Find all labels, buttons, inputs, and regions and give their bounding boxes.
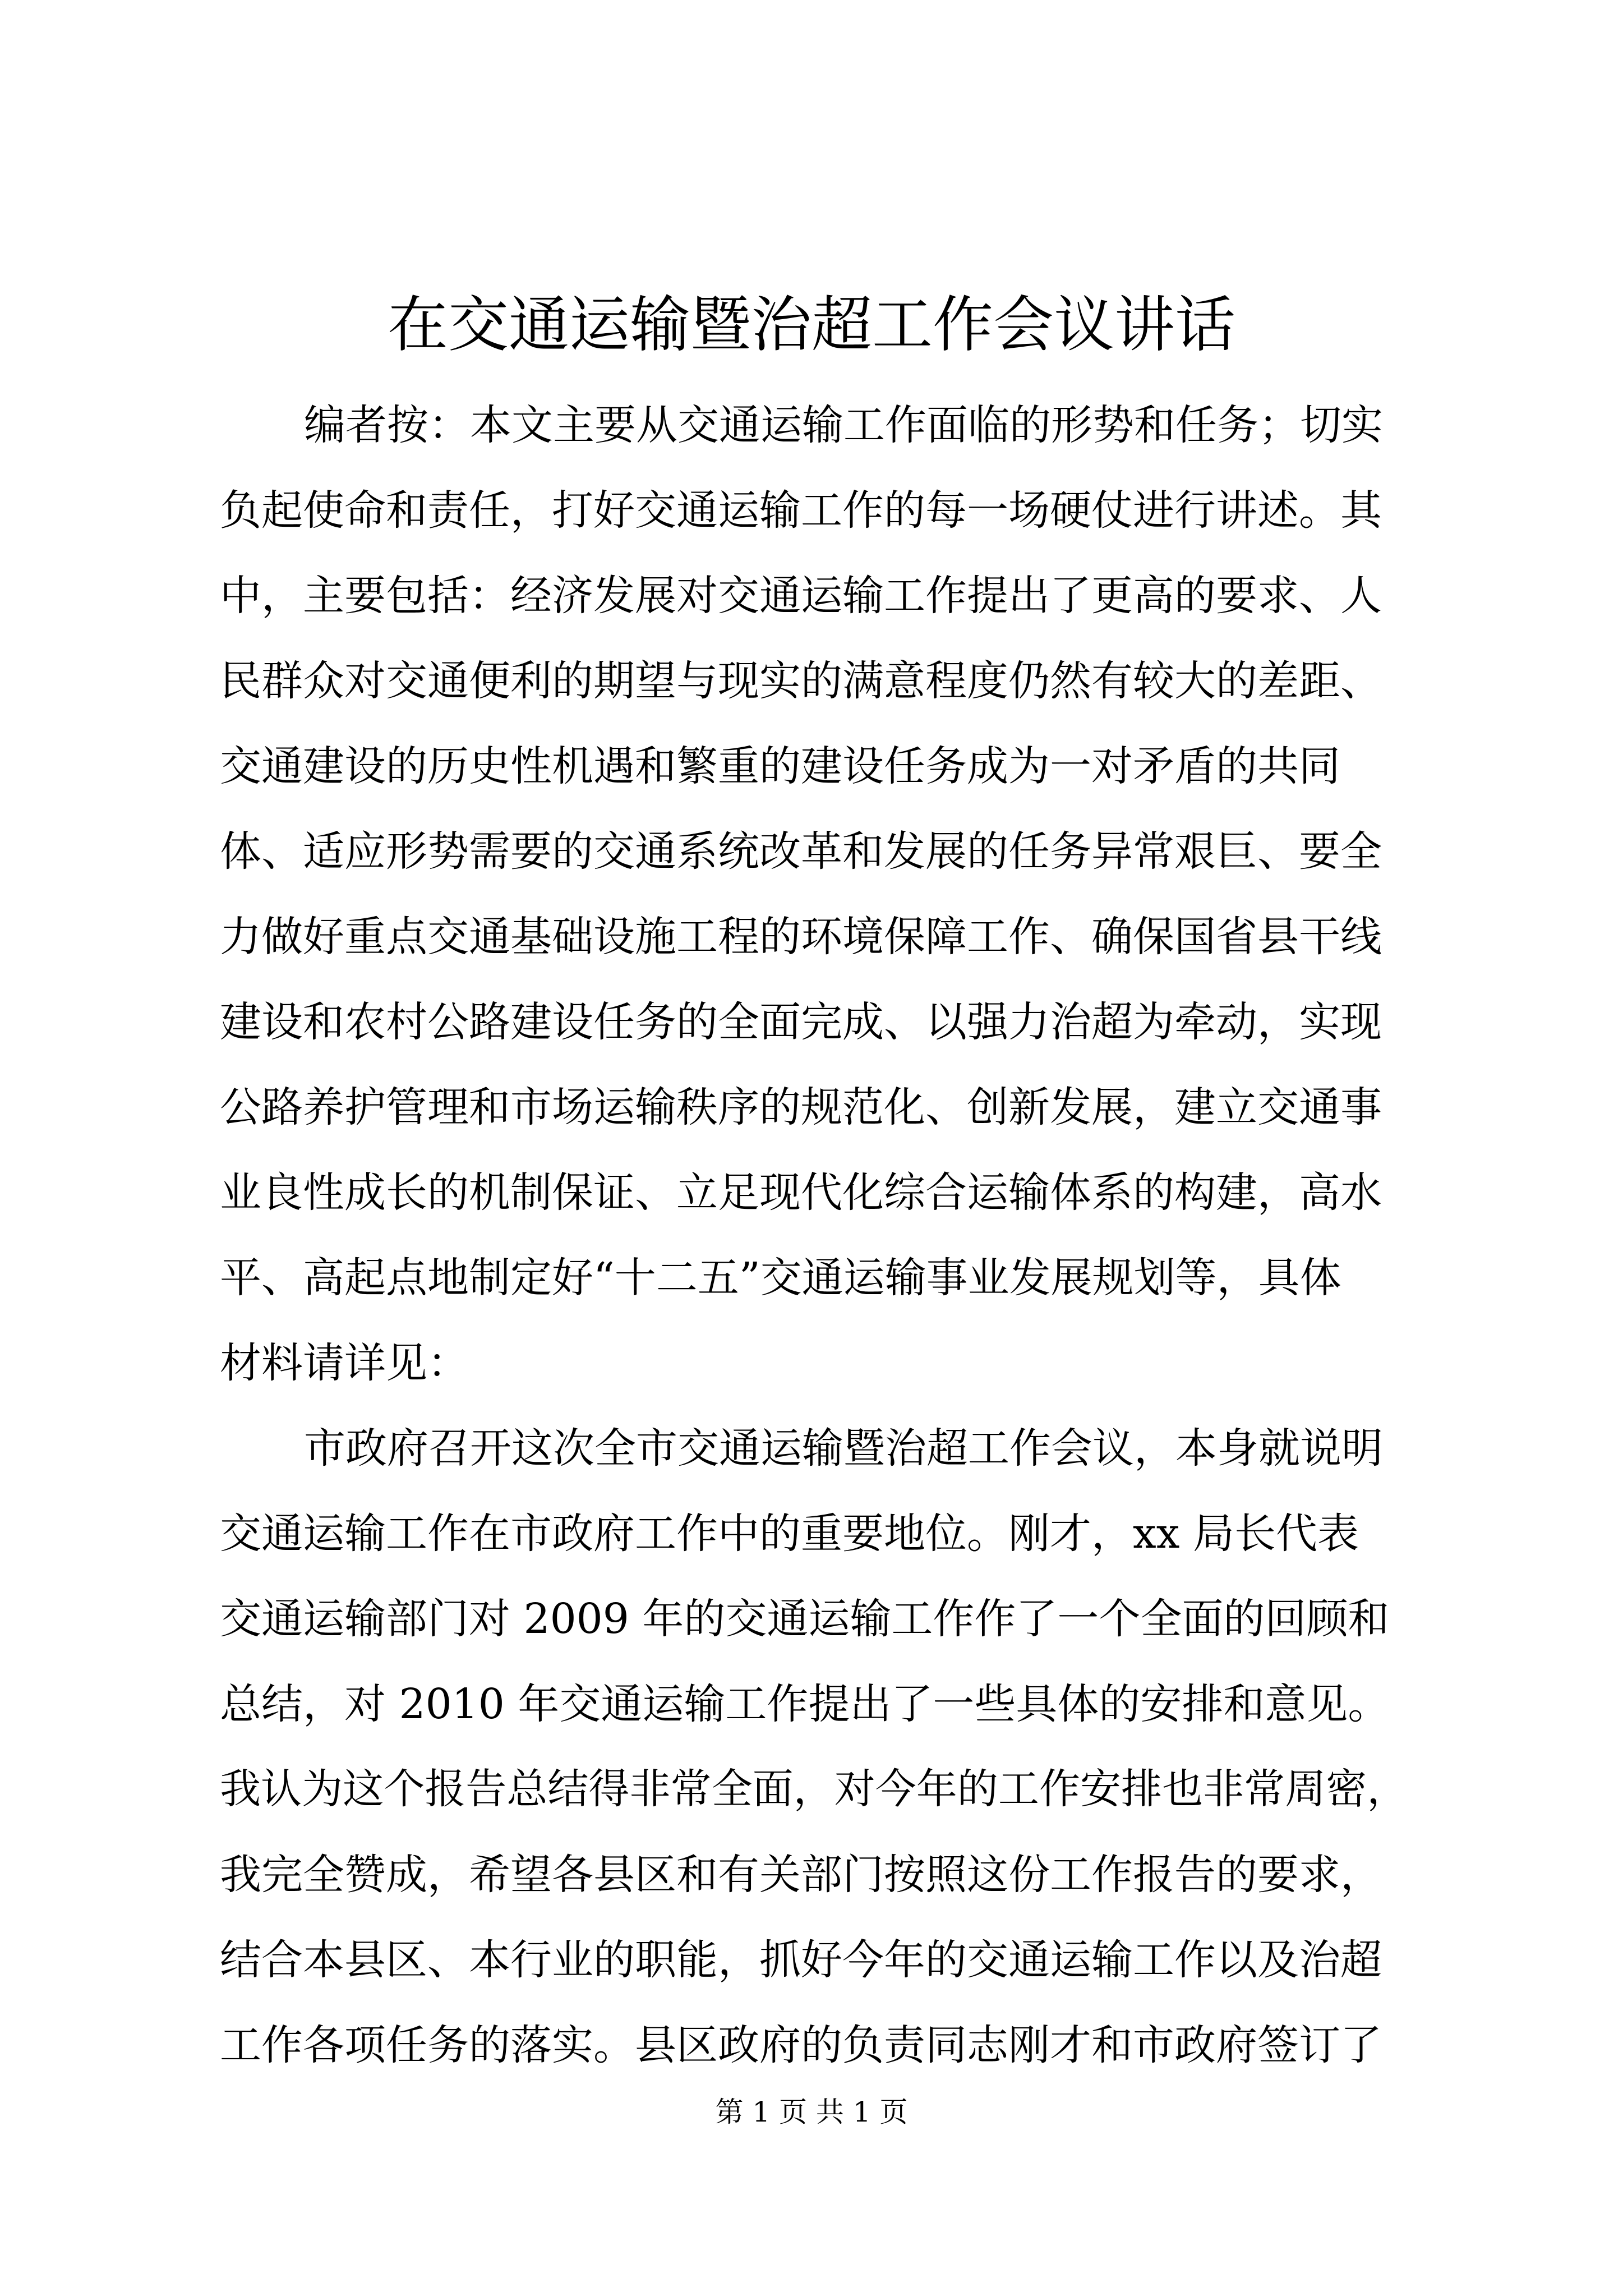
document-body: [220, 383, 1420, 2088]
text-line: 建设和农村公路建设任务的全面完成、以强力治超为牵动，实现: [220, 998, 1382, 1046]
text-line: 结合本县区、本行业的职能，抓好今年的交通运输工作以及治超: [220, 1936, 1382, 1984]
text-line: 公路养护管理和市场运输秩序的规范化、创新发展，建立交通事: [220, 1083, 1382, 1131]
text-line: 中，主要包括：经济发展对交通运输工作提出了更高的要求、人: [220, 572, 1382, 620]
text-line: 平、高起点地制定好“十二五”交通运输事业发展规划等，具体: [220, 1254, 1341, 1302]
text-line: 力做好重点交通基础设施工程的环境保障工作、确保国省县干线: [220, 913, 1382, 961]
text-line: 我认为这个报告总结得非常全面，对今年的工作安排也非常周密，: [220, 1765, 1408, 1813]
text-line: 编者按：本文主要从交通运输工作面临的形势和任务；切实: [304, 401, 1383, 449]
text-line: 交通运输部门对 2009 年的交通运输工作作了一个全面的回顾和: [220, 1595, 1390, 1643]
text-line: 工作各项任务的落实。县区政府的负责同志刚才和市政府签订了: [220, 2021, 1382, 2069]
document-title: 在交通运输暨治超工作会议讲话: [387, 290, 1235, 360]
text-line: 体、适应形势需要的交通系统改革和发展的任务异常艰巨、要全: [220, 827, 1382, 876]
text-line: 交通建设的历史性机遇和繁重的建设任务成为一对矛盾的共同: [220, 742, 1340, 790]
text-line: 材料请详见：: [220, 1339, 469, 1387]
text-line: 业良性成长的机制保证、立足现代化综合运输体系的构建，高水: [220, 1168, 1382, 1217]
text-line: 交通运输工作在市政府工作中的重要地位。刚才，xx 局长代表: [220, 1510, 1359, 1558]
page-footer: 第 1 页 共 1 页: [715, 2096, 908, 2128]
text-line: 我完全赞成，希望各县区和有关部门按照这份工作报告的要求，: [220, 1851, 1382, 1899]
text-line: 负起使命和责任，打好交通运输工作的每一场硬仗进行讲述。其: [220, 486, 1382, 535]
text-line: 总结，对 2010 年交通运输工作提出了一些具体的安排和意见。: [220, 1680, 1390, 1728]
text-line: 市政府召开这次全市交通运输暨治超工作会议，本身就说明: [304, 1424, 1383, 1473]
text-line: 民群众对交通便利的期望与现实的满意程度仍然有较大的差距、: [220, 657, 1382, 705]
